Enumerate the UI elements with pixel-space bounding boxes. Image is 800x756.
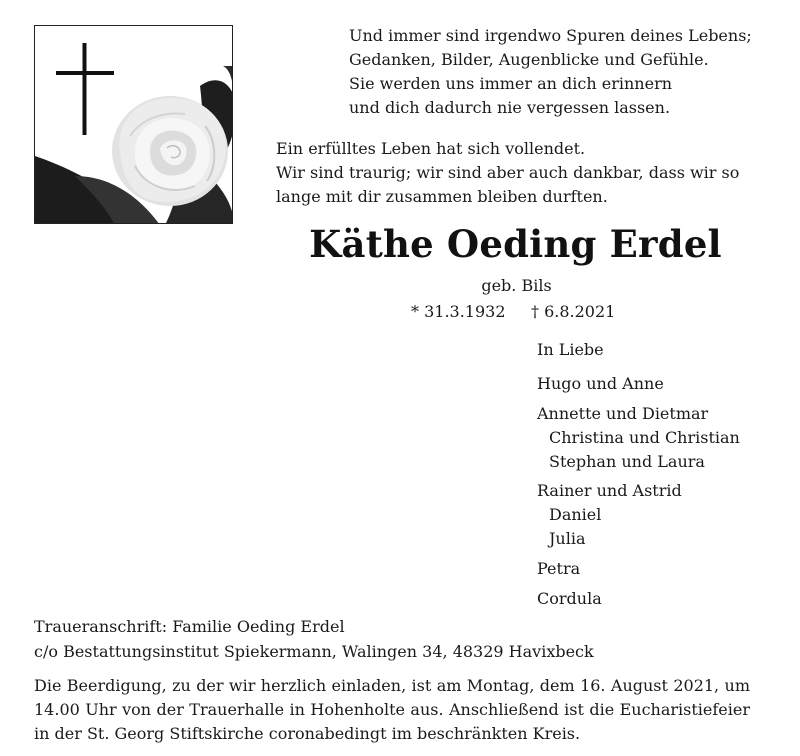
mourner-line: Petra [537, 559, 581, 578]
mourner-line: Christina und Christian [549, 428, 740, 447]
message-line: Wir sind traurig; wir sind aber auch dankbar, dass wir so [276, 163, 740, 182]
poem-line: Sie werden uns immer an dich erinnern [349, 74, 673, 93]
funeral-notice: Die Beerdigung, zu der wir herzlich einladen, ist am Montag, dem 16. August 2021, um 14.00 Uhr von der Trauerhalle in Hohenholte aus. Anschließend ist die Eucharistiefeier in der St. Georg Stiftskirche coronabedingt im beschränkten Kreis. [34, 676, 750, 743]
mourner-line: Rainer und Astrid [537, 481, 682, 500]
death-date: † 6.8.2021 [531, 302, 616, 321]
birth-name: geb. Bils [481, 276, 552, 295]
mourner-line: Daniel [549, 505, 602, 524]
mourners-intro: In Liebe [537, 340, 604, 359]
mourner-line: Cordula [537, 589, 602, 608]
mourning-address: Traueranschrift: Familie Oeding Erdel [34, 617, 345, 636]
mourner-line: Annette und Dietmar [537, 404, 709, 423]
deceased-name: Käthe Oeding Erdel [309, 222, 722, 266]
cross-icon [35, 26, 233, 224]
poem-line: Und immer sind irgendwo Spuren deines Lebens; [349, 26, 752, 45]
mourner-line: Stephan und Laura [549, 452, 705, 471]
cross-rose-image [34, 25, 233, 224]
mourner-line: Hugo und Anne [537, 374, 664, 393]
poem-line: Gedanken, Bilder, Augenblicke und Gefühle. [349, 50, 709, 69]
poem [349, 24, 752, 120]
message-line: Ein erfülltes Leben hat sich vollendet. [276, 139, 586, 158]
poem-line: und dich dadurch nie vergessen lassen. [349, 98, 671, 117]
message-line: lange mit dir zusammen bleiben durften. [276, 187, 608, 206]
funeral-home-address: c/o Bestattungsinstitut Spiekermann, Walingen 34, 48329 Havixbeck [34, 642, 594, 661]
birth-date: * 31.3.1932 [411, 302, 506, 321]
message [276, 137, 739, 209]
mourner-line: Julia [549, 529, 586, 548]
